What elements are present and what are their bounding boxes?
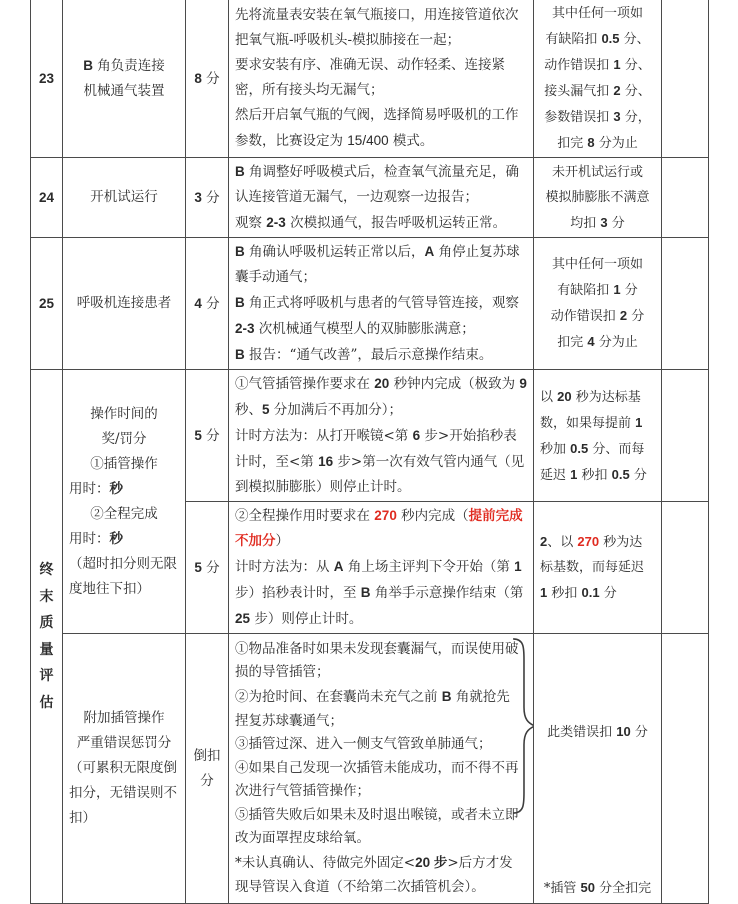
penalty-deduction-footnote: *插管 50 分全扣完: [543, 879, 652, 896]
cell-time-a-score: 5 分: [186, 370, 229, 502]
cell-25-empty: [662, 238, 709, 370]
cell-time-a-empty: [662, 370, 709, 502]
cell-time-bonus-task: 操作时间的 奖/罚分 ①插管操作 用时：秒 ②全程完成 用时：秒 （超时扣分则无限度地往下扣）: [63, 370, 186, 634]
cell-25-task: 呼吸机连接患者: [63, 238, 186, 370]
cell-time-b-description: ②全程操作用时要求在 270 秒内完成（提前完成不加分） 计时方法为：从 A 角上场主评判下令开始（第 1 步）掐秒表计时，至 B 角举手示意操作结束（第 25 步）则停止计时。: [229, 502, 534, 634]
cell-time-b-score: 5 分: [186, 502, 229, 634]
cell-time-a-description: ①气管插管操作要求在 20 秒钟内完成（极致为 9 秒、5 分加满后不再加分）； 计时方法为：从打开喉镜<第 6 步>开始掐秒表计时，至<第 16 步>第一次有效气管内通气（见到模拟肺膨胀）则停止计时。: [229, 370, 534, 502]
assessment-rubric-table: [30, 0, 709, 904]
cell-time-b-deduction: 2、以 270 秒为达标基数，而每延迟 1 秒扣 0.1 分: [534, 502, 662, 634]
cell-24-deduction: 未开机试运行或 模拟肺膨胀不满意 均扣 3 分: [534, 158, 662, 238]
cell-24-score: 3 分: [186, 158, 229, 238]
cell-25-number: 25: [31, 238, 63, 370]
cell-24-number: 24: [31, 158, 63, 238]
penalty-deduction-note: 此类错误扣 10 分: [547, 723, 648, 740]
table-row-24: [31, 158, 709, 238]
cell-23-number: 23: [31, 0, 63, 158]
cell-24-empty: [662, 158, 709, 238]
table-row-final-penalty: [31, 634, 709, 904]
grouping-brace-icon: [509, 637, 534, 815]
table-row-25: [31, 238, 709, 370]
cell-penalty-deduction: [534, 634, 662, 904]
cell-23-description: 先将流量表安装在氧气瓶接口，用连接管道依次把氧气瓶-呼吸机头-模拟肺接在一起； 要求安装有序、准确无误、动作轻柔、连接紧密，所有接头均无漏气； 然后开启氧气瓶的气阀，选择简易呼吸机的工作参数，比赛设定为 15/400 模式。: [229, 0, 534, 158]
cell-penalty-empty: [662, 634, 709, 904]
cell-23-empty: [662, 0, 709, 158]
cell-23-task: B 角负责连接 机械通气装置: [63, 0, 186, 158]
cell-25-description: B 角确认呼吸机运转正常以后，A 角停止复苏球囊手动通气； B 角正式将呼吸机与患者的气管导管连接，观察 2-3 次机械通气模型人的双肺膨胀满意； B 报告：“通气改善”，最后示意操作结束。: [229, 238, 534, 370]
cell-25-deduction: 其中任何一项如 有缺陷扣 1 分 动作错误扣 2 分 扣完 4 分为止: [534, 238, 662, 370]
table-row-final-a: [31, 370, 709, 502]
section-title-vertical: 终末质量评估: [39, 562, 54, 711]
cell-23-score: 8 分: [186, 0, 229, 158]
cell-24-task: 开机试运行: [63, 158, 186, 238]
cell-time-b-empty: [662, 502, 709, 634]
cell-time-a-deduction: 以 20 秒为达标基数，如果每提前 1 秒加 0.5 分、而每延迟 1 秒扣 0.5 分: [534, 370, 662, 502]
cell-24-description: B 角调整好呼吸模式后，检查氧气流量充足，确认连接管道无漏气，一边观察一边报告； 观察 2-3 次模拟通气，报告呼吸机运转正常。: [229, 158, 534, 238]
cell-23-deduction: 其中任何一项如 有缺陷扣 0.5 分、 动作错误扣 1 分、 接头漏气扣 2 分、 参数错误扣 3 分， 扣完 8 分为止: [534, 0, 662, 158]
cell-25-score: 4 分: [186, 238, 229, 370]
cell-penalty-score: 倒扣分: [186, 634, 229, 904]
cell-section-label: [31, 370, 63, 904]
table-row-23: [31, 0, 709, 158]
cell-penalty-description: ①物品准备时如果未发现套囊漏气，而误使用破损的导管插管； ②为抢时间、在套囊尚未充气之前 B 角就抢先捏复苏球囊通气； ③插管过深、进入一侧支气管致单肺通气； ④如果自己发现一次插管未能成功，而不得不再次进行气管插管操作； ⑤插管失败后如果未及时退出喉镜，或者未立即改为面罩捏皮球给氧。 *未认真确认、待做完外固定<20 步>后方才发现导管误入食道（不给第二次插管机会）。: [229, 634, 534, 904]
cell-penalty-task: 附加插管操作 严重错误惩罚分 （可累积无限度倒扣分，无错误则不扣）: [63, 634, 186, 904]
